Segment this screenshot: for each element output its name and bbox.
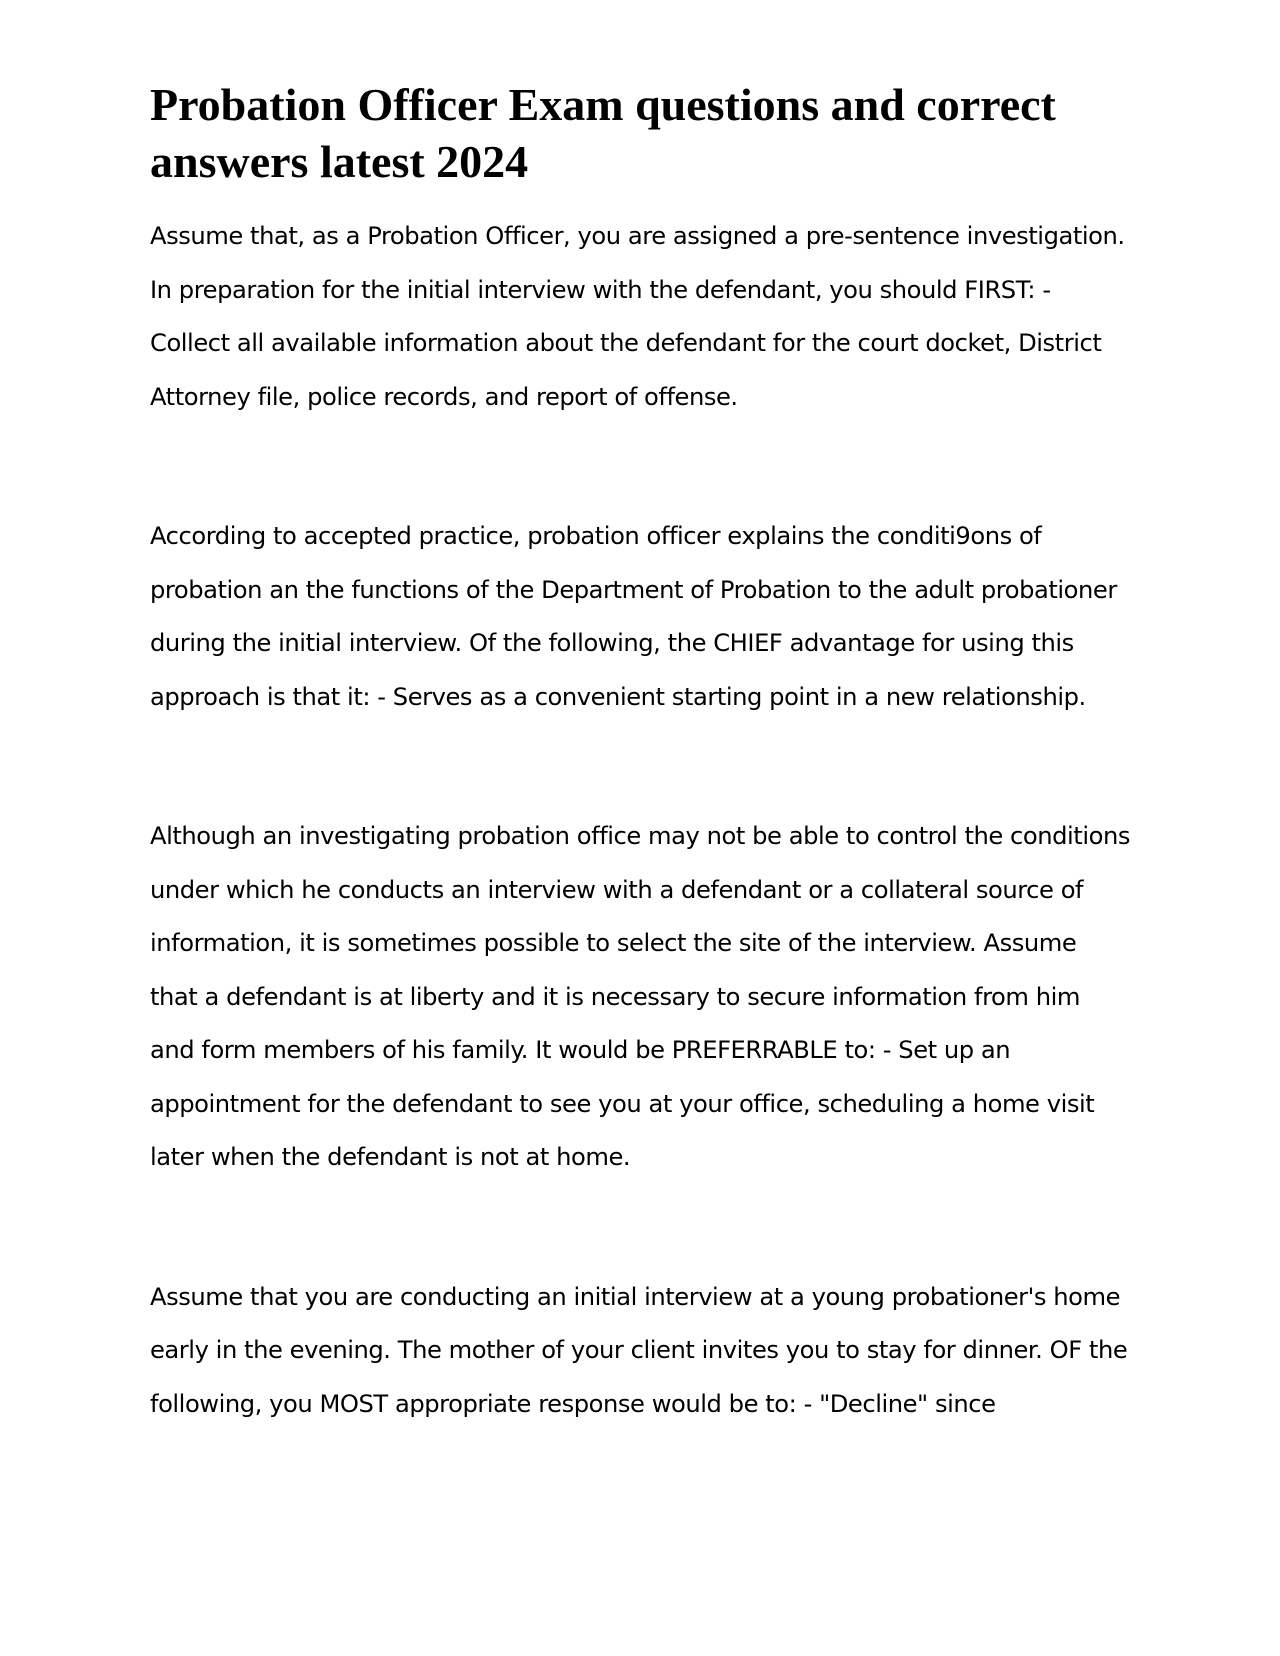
- page-title: Probation Officer Exam questions and correct answers latest 2024: [150, 79, 1056, 187]
- question-answer-paragraph: According to accepted practice, probation officer explains the conditi9ons of probation an the functions of the Department of Probation to the adult probationer during the initial interview. Of the following, the CHIEF advantage for using this approach is that it: - Serves as a convenient starting point in a new relationship.: [150, 522, 1117, 711]
- question-answer-paragraph: Assume that you are conducting an initial interview at a young probationer's home early in the evening. The mother of your client invites you to stay for dinner. OF the following, you MOST appropriate response would be to: - "Decline" since: [150, 1282, 1128, 1418]
- question-answer-paragraph: Assume that, as a Probation Officer, you are assigned a pre-sentence investigation. In preparation for the initial interview with the defendant, you should FIRST: - Collect all available information about the defendant for the court docket, District Attorney file, police records, and report of offense.: [150, 222, 1125, 411]
- question-answer-paragraph: Although an investigating probation office may not be able to control the conditions under which he conducts an interview with a defendant or a collateral source of information, it is sometimes possible to select the site of the interview. Assume that a defendant is at liberty and it is necessary to secure information from him and form members of his family. It would be PREFERRABLE to: - Set up an appointment for the defendant to see you at your office, scheduling a home visit later when the defendant is not at home.: [150, 822, 1130, 1171]
- document-content: [150, 76, 1130, 1517]
